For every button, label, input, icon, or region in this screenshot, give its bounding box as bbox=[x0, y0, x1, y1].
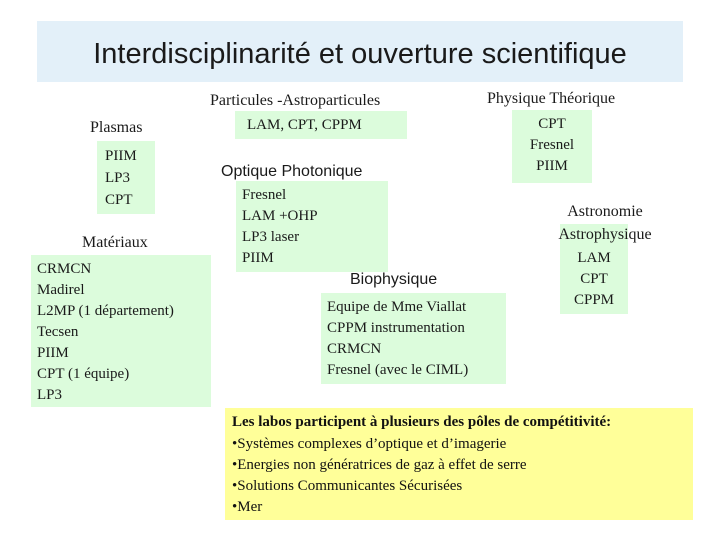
particules-title: Particules -Astroparticules bbox=[210, 92, 381, 109]
biophysique-line-2: CRMCN bbox=[327, 341, 382, 357]
materiaux-line-2: L2MP (1 département) bbox=[37, 303, 174, 319]
poles-item-2: •Solutions Communicantes Sécurisées bbox=[232, 478, 463, 494]
poles-item-3: •Mer bbox=[232, 499, 263, 515]
biophysique-title: Biophysique bbox=[350, 271, 438, 288]
optique-line-1: LAM +OHP bbox=[242, 208, 318, 224]
materiaux-box bbox=[31, 255, 211, 407]
physique-theorique-box bbox=[512, 110, 592, 183]
materiaux-line-6: LP3 bbox=[37, 387, 63, 403]
materiaux-line-1: Madirel bbox=[37, 282, 85, 298]
poles-item-0: •Systèmes complexes d’optique et d’imagerie bbox=[232, 436, 507, 452]
poles-item-1: •Energies non génératrices de gaz à effet de serre bbox=[232, 457, 527, 473]
astronomie-title: Astronomie bbox=[567, 203, 643, 220]
astronomie-line-1: CPT bbox=[580, 271, 608, 287]
particules-box bbox=[235, 111, 407, 139]
plasmas-line-0: PIIM bbox=[105, 148, 137, 164]
optique-line-0: Fresnel bbox=[242, 187, 287, 203]
optique-box bbox=[236, 181, 388, 272]
materiaux-line-4: PIIM bbox=[37, 345, 69, 361]
astronomie-line-0: LAM bbox=[577, 250, 611, 266]
materiaux-line-0: CRMCN bbox=[37, 261, 92, 277]
biophysique-line-1: CPPM instrumentation bbox=[327, 320, 465, 336]
optique-line-3: PIIM bbox=[242, 250, 274, 266]
physique-theorique-line-0: CPT bbox=[538, 116, 566, 132]
biophysique-line-3: Fresnel (avec le CIML) bbox=[327, 362, 469, 378]
poles-heading: Les labos participent à plusieurs des pôles de compétitivité: bbox=[232, 414, 612, 430]
plasmas-box bbox=[97, 141, 155, 214]
optique-line-2: LP3 laser bbox=[242, 229, 300, 245]
physique-theorique-title: Physique Théorique bbox=[487, 90, 616, 107]
plasmas-line-1: LP3 bbox=[105, 170, 131, 186]
materiaux-line-5: CPT (1 équipe) bbox=[37, 366, 130, 382]
title-banner bbox=[37, 21, 683, 82]
materiaux-line-3: Tecsen bbox=[37, 324, 79, 340]
astronomie-line-2: CPPM bbox=[573, 292, 615, 308]
page-title: Interdisciplinarité et ouverture scientifique bbox=[93, 38, 627, 70]
physique-theorique-line-1: Fresnel bbox=[529, 137, 575, 153]
biophysique-line-0: Equipe de Mme Viallat bbox=[327, 299, 467, 315]
biophysique-box bbox=[321, 293, 506, 384]
materiaux-title: Matériaux bbox=[82, 234, 148, 251]
particules-line-0: LAM, CPT, CPPM bbox=[247, 117, 362, 133]
optique-title: Optique Photonique bbox=[221, 163, 363, 180]
plasmas-title: Plasmas bbox=[90, 119, 143, 136]
plasmas-line-2: CPT bbox=[105, 192, 133, 208]
physique-theorique-line-2: PIIM bbox=[536, 158, 568, 174]
astrophysique-title: Astrophysique bbox=[558, 226, 652, 243]
